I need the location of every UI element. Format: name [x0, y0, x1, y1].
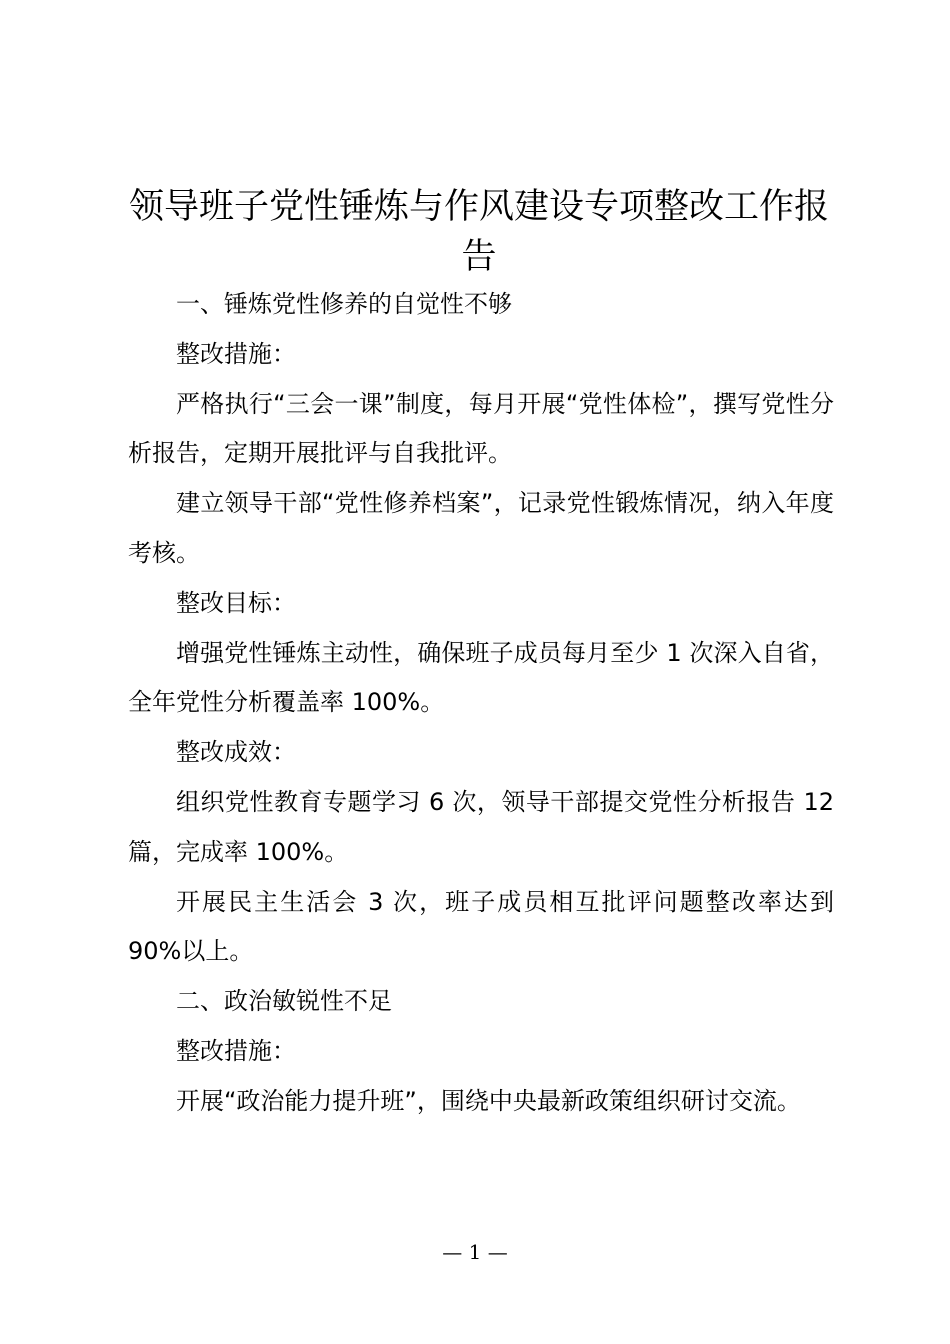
section-heading-1: 一、锤炼党性修养的自觉性不够: [176, 290, 512, 318]
paragraph: 建立领导干部“党性修养档案”，记录党性锻炼情况，纳入年度考核。: [128, 489, 834, 567]
paragraph: 开展“政治能力提升班”，围绕中央最新政策组织研讨交流。: [176, 1086, 801, 1115]
document-body: [128, 280, 834, 1127]
subheading-measures: 整改措施：: [176, 1036, 296, 1065]
page-title: 领导班子党性锤炼与作风建设专项整改工作报告: [128, 187, 829, 277]
paragraph: 开展民主生活会 3 次，班子成员相互批评问题整改率达到 90%以上。: [128, 887, 834, 966]
section-heading-2: 二、政治敏锐性不足: [176, 987, 392, 1016]
page-number: — 1 —: [442, 1240, 508, 1264]
subheading-results: 整改成效：: [176, 738, 296, 767]
paragraph: 严格执行“三会一课”制度，每月开展“党性体检”，撰写党性分析报告，定期开展批评与自我批评。: [128, 389, 834, 468]
paragraph: 增强党性锤炼主动性，确保班子成员每月至少 1 次深入自省，全年党性分析覆盖率 100%。: [128, 638, 834, 717]
subheading-measures: 整改措施：: [176, 339, 296, 368]
paragraph: 组织党性教育专题学习 6 次，领导干部提交党性分析报告 12 篇，完成率 100%。: [128, 787, 834, 866]
subheading-goals: 整改目标：: [176, 588, 296, 617]
